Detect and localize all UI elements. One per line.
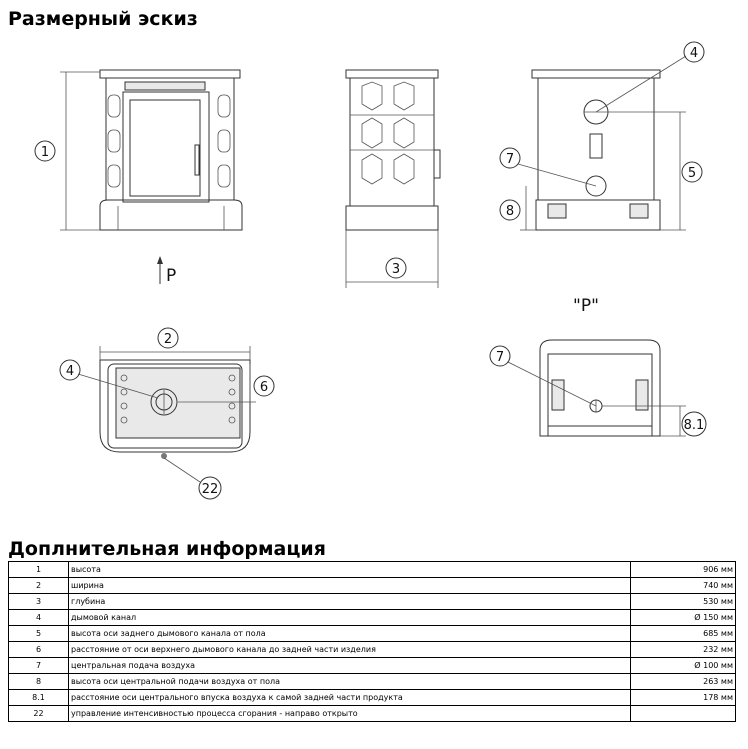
row-number: 1 <box>9 562 69 578</box>
row-value: 232 мм <box>631 642 736 658</box>
row-value: 263 мм <box>631 674 736 690</box>
side-view <box>346 70 440 288</box>
row-description: расстояние оси центрального впуска воздуха к самой задней части продукта <box>69 690 631 706</box>
specs-table <box>8 561 736 722</box>
row-description: ширина <box>69 578 631 594</box>
row-value: 685 мм <box>631 626 736 642</box>
row-value: Ø 150 мм <box>631 610 736 626</box>
row-description: высота <box>69 562 631 578</box>
table-row <box>9 658 736 674</box>
callout-7-bottom: 7 <box>495 350 505 365</box>
row-value: 178 мм <box>631 690 736 706</box>
row-value: 530 мм <box>631 594 736 610</box>
dimension-drawing <box>0 34 748 524</box>
row-number: 8.1 <box>9 690 69 706</box>
table-row <box>9 706 736 722</box>
callout-4-top: 4 <box>65 364 75 379</box>
callout-4-rear: 4 <box>689 46 699 61</box>
row-value: 906 мм <box>631 562 736 578</box>
row-value: 740 мм <box>631 578 736 594</box>
row-number: 2 <box>9 578 69 594</box>
page-title: Размерный эскиз <box>8 8 198 30</box>
row-description: высота оси заднего дымового канала от пола <box>69 626 631 642</box>
table-row <box>9 594 736 610</box>
row-number: 8 <box>9 674 69 690</box>
row-number: 22 <box>9 706 69 722</box>
callout-2: 2 <box>163 332 173 347</box>
row-number: 5 <box>9 626 69 642</box>
view-caption: "P" <box>573 296 599 316</box>
callout-8-1: 8.1 <box>683 418 705 433</box>
table-row <box>9 690 736 706</box>
row-description: управление интенсивностью процесса сгорания - направо открыто <box>69 706 631 722</box>
table-row <box>9 562 736 578</box>
section-title: Доплнительная информация <box>8 538 326 560</box>
table-row <box>9 642 736 658</box>
row-value <box>631 706 736 722</box>
row-description: глубина <box>69 594 631 610</box>
callout-1: 1 <box>40 145 50 160</box>
top-view <box>60 328 274 499</box>
front-view <box>35 70 242 286</box>
table-row <box>9 674 736 690</box>
row-number: 3 <box>9 594 69 610</box>
row-number: 4 <box>9 610 69 626</box>
view-marker-p: P <box>166 266 177 286</box>
callout-22: 22 <box>201 482 219 497</box>
bottom-view <box>490 296 706 436</box>
callout-8: 8 <box>505 204 515 219</box>
row-number: 6 <box>9 642 69 658</box>
row-description: расстояние от оси верхнего дымового канала до задней части изделия <box>69 642 631 658</box>
table-row <box>9 578 736 594</box>
callout-7-rear: 7 <box>505 152 515 167</box>
callout-5: 5 <box>687 166 697 181</box>
row-description: центральная подача воздуха <box>69 658 631 674</box>
row-value: Ø 100 мм <box>631 658 736 674</box>
callout-3: 3 <box>391 262 401 277</box>
table-row <box>9 610 736 626</box>
rear-view <box>500 42 704 230</box>
row-description: дымовой канал <box>69 610 631 626</box>
row-description: высота оси центральной подачи воздуха от пола <box>69 674 631 690</box>
table-row <box>9 626 736 642</box>
callout-6: 6 <box>259 380 269 395</box>
row-number: 7 <box>9 658 69 674</box>
